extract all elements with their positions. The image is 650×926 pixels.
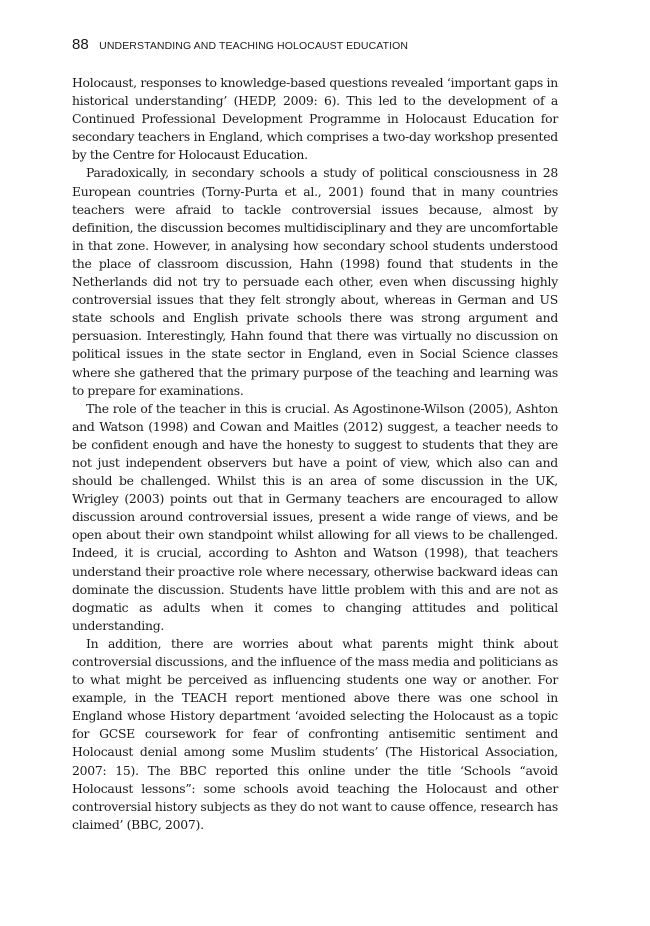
body-text [72, 74, 558, 834]
paragraph-continued: Holocaust, responses to knowledge-based questions revealed ‘important gaps in historical understanding’ (HEDP, 2009: 6). This led to the development of a Continued Professional Development Programme in Holocaust Education for secondary teachers in England, which comprises a two-day workshop presented by the Centre for Holocaust Education. [72, 75, 558, 163]
page-number: 88 [72, 36, 89, 53]
running-head [72, 36, 558, 54]
paragraph: Paradoxically, in secondary schools a study of political consciousness in 28 European countries (Torny-Purta et al., 2001) found that in many countries teachers were afraid to tackle controversial issues because, almost by definition, the discussion becomes multidisciplinary and they are uncomfortable in that zone. However, in analysing how secondary school students understood the place of classroom discussion, Hahn (1998) found that students in the Netherlands did not try to persuade each other, even when discussing highly controversial issues that they felt strongly about, whereas in German and US state schools and English private schools there was strong argument and persuasion. Interestingly, Hahn found that there was virtually no discussion on political issues in the state sector in England, even in Social Science classes where she gathered that the primary purpose of the teaching and learning was to prepare for examinations. [72, 165, 558, 398]
paragraph: The role of the teacher in this is crucial. As Agostinone-Wilson (2005), Ashton and Watson (1998) and Cowan and Maitles (2012) suggest, a teacher needs to be confident enough and have the honesty to suggest to students that they are not just independent observers but have a point of view, which also can and should be challenged. Whilst this is an area of some discussion in the UK, Wrigley (2003) points out that in Germany teachers are encouraged to allow discussion around controversial issues, present a wide range of views, and be open about their own standpoint whilst allowing for all views to be challenged. Indeed, it is crucial, according to Ashton and Watson (1998), that teachers understand their proactive role where necessary, otherwise backward ideas can dominate the discussion. Students have little problem with this and are not as dogmatic as adults when it comes to changing attitudes and political understanding. [72, 400, 558, 633]
running-head-title: UNDERSTANDING AND TEACHING HOLOCAUST EDUCATION [99, 40, 409, 52]
paragraph: In addition, there are worries about what parents might think about controversial discussions, and the influence of the mass media and politicians as to what might be perceived as influencing students one way or another. For example, in the TEACH report mentioned above there was one school in England whose History department ‘avoided selecting the Holocaust as a topic for GCSE coursework for fear of confronting antisemitic sentiment and Holocaust denial among some Muslim students’ (The Historical Association, 2007: 15). The BBC reported this online under the title ‘Schools “avoid Holocaust lessons”: some schools avoid teaching the Holocaust and other controversial history subjects as they do not want to cause offence, research has claimed’ (BBC, 2007). [72, 635, 558, 832]
book-page [72, 36, 558, 834]
